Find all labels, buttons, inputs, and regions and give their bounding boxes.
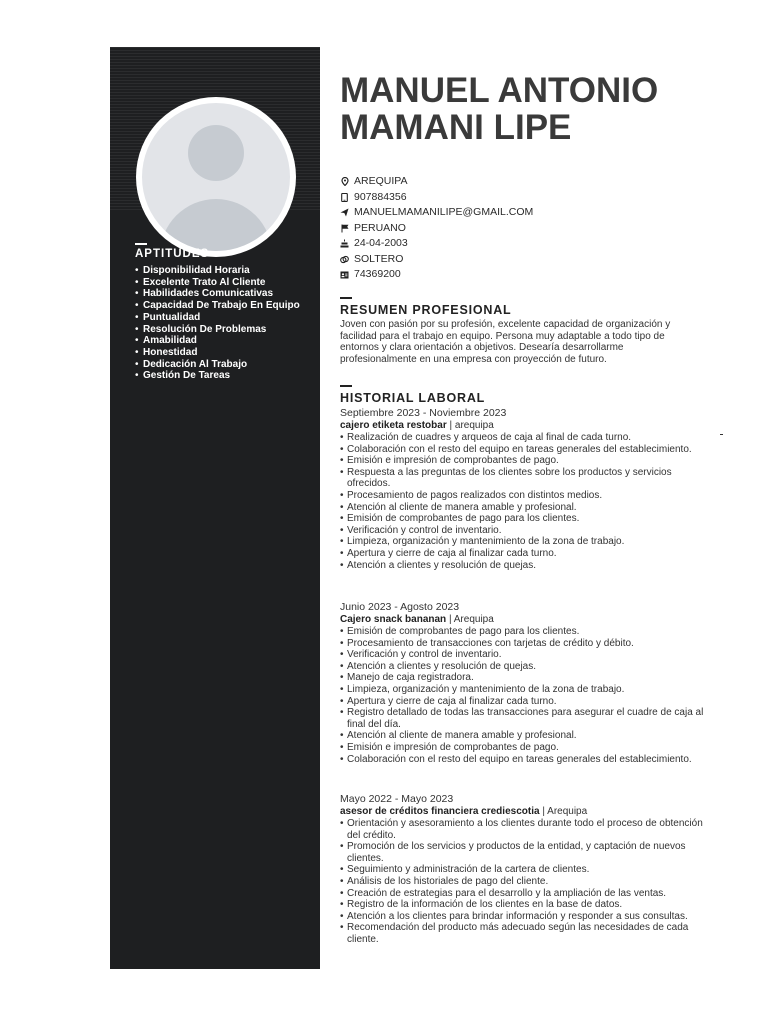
task-item: • Seguimiento y administración de la cartera de clientes. (340, 864, 705, 876)
summary-text: Joven con pasión por su profesión, excelente capacidad de organización y facilidad para el trabajo en equipo. Persona muy adaptable a todo tipo de entornos y clara orientación a objetivos. Desearía desarrollarme profesionalmente en una empresa con proyección de futuro. (340, 319, 671, 365)
job-dates: Mayo 2022 - Mayo 2023 (340, 793, 454, 805)
job-role (340, 806, 705, 818)
task-item: • Registro de la información de los clientes en la base de datos. (340, 899, 705, 911)
aptitude-item: • Excelente Trato Al Cliente (135, 277, 310, 289)
task-item: • Manejo de caja registradora. (340, 672, 705, 684)
aptitude-item: • Puntualidad (135, 312, 310, 324)
contact-nationality (340, 221, 533, 237)
job-role-title: asesor de créditos financiera crediescotia (340, 805, 540, 817)
contact-text: MANUELMAMANILIPE@GMAIL.COM (354, 206, 534, 218)
task-item: • Promoción de los servicios y productos de la entidad, y captación de nuevos clientes. (340, 841, 705, 864)
job-tasks (340, 432, 705, 571)
job-entry (340, 407, 705, 571)
task-item: • Atención a clientes y resolución de quejas. (340, 560, 705, 572)
avatar (136, 97, 296, 257)
job-location: | Arequipa (542, 805, 588, 817)
job-tasks (340, 626, 705, 765)
contact-birthdate (340, 236, 533, 252)
job-role (340, 420, 705, 432)
task-item: • Respuesta a las preguntas de los clientes sobre los productos y servicios ofrecidos. (340, 467, 705, 490)
aptitude-item: • Honestidad (135, 347, 310, 359)
job-role-title: Cajero snack bananan (340, 613, 447, 625)
aptitude-item: • Amabilidad (135, 335, 310, 347)
contact-email (340, 205, 533, 221)
task-item: • Procesamiento de pagos realizados con distintos medios. (340, 490, 705, 502)
task-item: • Limpieza, organización y mantenimiento de la zona de trabajo. (340, 684, 705, 696)
task-item: • Atención a clientes y resolución de quejas. (340, 661, 705, 673)
job-location: | arequipa (449, 419, 494, 431)
flag-icon (340, 224, 349, 233)
contact-text: AREQUIPA (354, 175, 408, 187)
task-item: • Verificación y control de inventario. (340, 525, 705, 537)
aptitudes-list (135, 265, 310, 382)
job-role-title: cajero etiketa restobar (340, 419, 447, 431)
task-item: • Recomendación del producto más adecuado según las necesidades de cada cliente. (340, 922, 705, 945)
contact-text: 74369200 (354, 268, 401, 280)
job-tasks (340, 818, 705, 946)
contact-text: 907884356 (354, 190, 407, 203)
aptitudes-title: APTITUDES (135, 248, 210, 260)
contact-id (340, 267, 533, 283)
job-role (340, 614, 705, 626)
job-location: | Arequipa (448, 613, 494, 625)
task-item: • Verificación y control de inventario. (340, 649, 705, 661)
task-item: • Atención al cliente de manera amable y profesional. (340, 730, 705, 742)
contact-text: 24-04-2003 (354, 237, 408, 249)
history-title: HISTORIAL LABORAL (340, 391, 486, 405)
contact-phone (340, 190, 533, 206)
name-line-2: MAMANI LIPE (340, 108, 572, 147)
contact-text: SOLTERO (354, 252, 404, 265)
send-icon (340, 208, 349, 217)
phone-icon (340, 193, 349, 202)
contact-civil-status (340, 252, 533, 268)
task-item: • Atención a los clientes para brindar información y responder a sus consultas. (340, 911, 705, 923)
job-dates: Junio 2023 - Agosto 2023 (340, 601, 460, 613)
rings-icon (340, 255, 349, 264)
name-line-1: MANUEL ANTONIO (340, 71, 659, 110)
location-icon (340, 177, 349, 186)
job-entry (340, 793, 705, 946)
task-item: • Análisis de los historiales de pago del cliente. (340, 876, 705, 888)
sidebar (110, 47, 320, 969)
aptitudes-dash (135, 243, 147, 245)
task-item: • Colaboración con el resto del equipo en tareas generales del establecimiento. (340, 754, 705, 766)
task-item: • Apertura y cierre de caja al finalizar cada turno. (340, 548, 705, 560)
cake-icon (340, 239, 349, 248)
task-item: • Emisión de comprobantes de pago para los clientes. (340, 626, 705, 638)
person-name (340, 72, 658, 146)
summary-dash (340, 297, 352, 299)
task-item: • Emisión e impresión de comprobantes de pago. (340, 455, 705, 467)
history-dash (340, 385, 352, 387)
task-item: • Limpieza, organización y mantenimiento de la zona de trabajo. (340, 536, 705, 548)
aptitude-item: • Resolución De Problemas (135, 324, 310, 336)
aptitude-item: • Disponibilidad Horaria (135, 265, 310, 277)
job-dates: Septiembre 2023 - Noviembre 2023 (340, 407, 507, 419)
task-item: • Realización de cuadres y arqueos de caja al final de cada turno. (340, 432, 705, 444)
task-item: • Orientación y asesoramiento a los clientes durante todo el proceso de obtención del crédito. (340, 818, 705, 841)
task-item: • Procesamiento de transacciones con tarjetas de crédito y débito. (340, 638, 705, 650)
summary-title: RESUMEN PROFESIONAL (340, 303, 512, 317)
contact-text: PERUANO (354, 221, 406, 234)
task-item: • Colaboración con el resto del equipo en tareas generales del establecimiento. (340, 444, 705, 456)
task-item: • Registro detallado de todas las transacciones para asegurar el cuadre de caja al final del día. (340, 707, 705, 730)
task-item: • Apertura y cierre de caja al finalizar cada turno. (340, 696, 705, 708)
task-item: • Emisión e impresión de comprobantes de pago. (340, 742, 705, 754)
contact-location (340, 174, 533, 190)
task-item: • Creación de estrategias para el desarrollo y la ampliación de las ventas. (340, 888, 705, 900)
avatar-placeholder-icon (142, 103, 290, 251)
id-card-icon (340, 270, 349, 279)
stray-mark (720, 434, 723, 435)
task-item: • Emisión de comprobantes de pago para los clientes. (340, 513, 705, 525)
contact-list (340, 174, 533, 283)
aptitude-item: • Gestión De Tareas (135, 370, 310, 382)
job-entry (340, 601, 705, 765)
aptitude-item: • Dedicación Al Trabajo (135, 359, 310, 371)
task-item: • Atención al cliente de manera amable y profesional. (340, 502, 705, 514)
aptitude-item: • Habilidades Comunicativas (135, 288, 310, 300)
aptitude-item: • Capacidad De Trabajo En Equipo (135, 300, 310, 312)
